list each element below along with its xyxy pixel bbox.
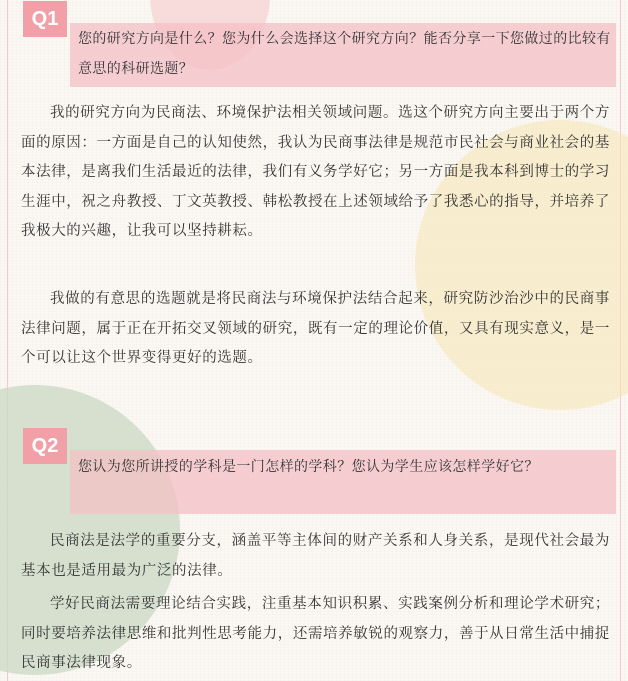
question-badge: Q2 xyxy=(23,428,67,464)
answer-paragraph: 我做的有意思的选题就是将民商法与环境保护法结合起来，研究防沙治沙中的民商事法律问题，属于正在开拓交叉领域的研究，既有一定的理论价值，又具有现实意义，是一个可以让这个世界变得更好的选题。 xyxy=(21,291,610,366)
answer-paragraph: 我的研究方向为民商法、环境保护法相关领域问题。选这个研究方向主要出于两个方面的原因：一方面是自己的认知使然，我认为民商事法律是规范市民社会与商业社会的基本法律，是离我们生活最近的法律，我们有义务学好它；另一方面是我本科到博士的学习生涯中，祝之舟教授、丁文英教授、韩松教授在上述领域给予了我悉心的指导，并培养了我极大的兴趣，让我可以坚持耕耘。 xyxy=(21,105,610,239)
question-text: 您认为您所讲授的学科是一门怎样的学科？您认为学生应该怎样学好它？ xyxy=(78,459,539,475)
answer-paragraph: 学好民商法需要理论结合实践，注重基本知识积累、实践案例分析和理论学术研究；同时要培养法律思维和批判性思考能力，还需培养敏锐的观察力，善于从日常生活中捕捉民商事法律现象。 xyxy=(21,596,610,671)
question-text: 您的研究方向是什么？您为什么会选择这个研究方向？能否分享一下您做过的比较有意思的科研选题？ xyxy=(78,31,611,77)
answer-paragraph: 民商法是法学的重要分支，涵盖平等主体间的财产关系和人身关系，是现代社会最为基本也是适用最为广泛的法律。 xyxy=(21,533,610,579)
question-badge: Q1 xyxy=(23,1,67,37)
